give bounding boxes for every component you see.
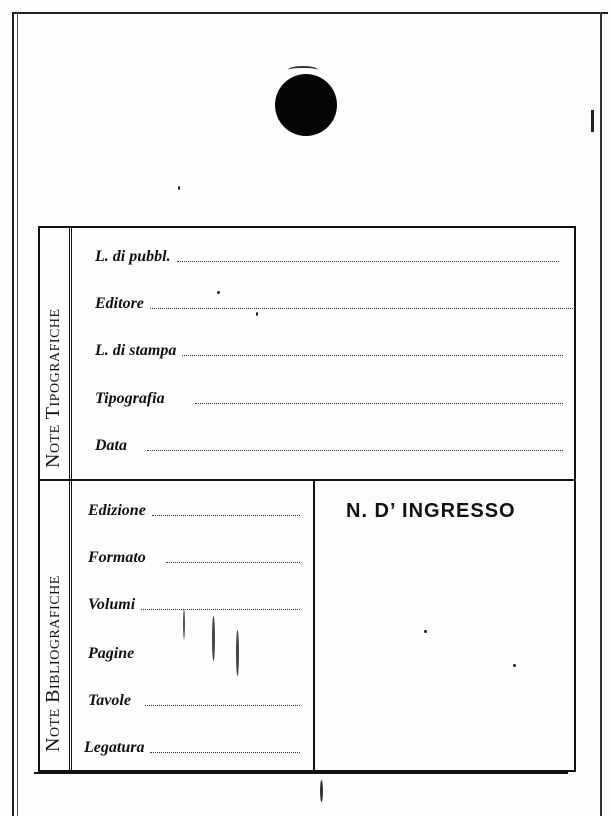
field-label: Tavole bbox=[88, 692, 131, 709]
field-label: Formato bbox=[88, 549, 146, 566]
field-pagine[interactable] bbox=[88, 645, 300, 663]
field-label: Edizione bbox=[88, 502, 146, 519]
field-volumi[interactable] bbox=[88, 596, 300, 614]
field-line bbox=[166, 561, 300, 563]
punch-hole bbox=[275, 74, 337, 136]
field-line bbox=[147, 449, 563, 451]
field-line bbox=[150, 307, 575, 309]
field-label: L. di stampa bbox=[95, 342, 177, 359]
numero-ingresso-label: N. D’ INGRESSO bbox=[346, 500, 516, 522]
ingresso-divider bbox=[313, 481, 315, 772]
field-tavole[interactable] bbox=[88, 692, 300, 710]
section-divider bbox=[38, 479, 576, 481]
field-label: Volumi bbox=[88, 596, 136, 613]
field-label: Editore bbox=[95, 295, 144, 312]
form-bottom-line bbox=[34, 772, 568, 774]
field-data[interactable] bbox=[95, 437, 563, 455]
scan-speck bbox=[513, 664, 516, 667]
section-title-tipografiche: Note Tipografiche bbox=[42, 308, 64, 468]
field-label: Legatura bbox=[84, 739, 145, 756]
field-line bbox=[182, 354, 563, 356]
scan-speck bbox=[256, 312, 258, 316]
pencil-mark bbox=[183, 609, 185, 639]
hole-mark bbox=[288, 66, 318, 74]
field-legatura[interactable] bbox=[84, 739, 300, 757]
field-line bbox=[141, 608, 300, 610]
scan-speck bbox=[178, 186, 180, 190]
field-line bbox=[195, 402, 563, 404]
field-luogo-stampa[interactable] bbox=[95, 342, 563, 360]
field-label: L. di pubbl. bbox=[95, 248, 171, 265]
right-edge-mark bbox=[591, 110, 594, 132]
field-formato[interactable] bbox=[88, 549, 300, 567]
field-line bbox=[177, 260, 559, 262]
card-right-edge bbox=[600, 12, 602, 816]
pencil-mark bbox=[236, 630, 239, 676]
pencil-mark bbox=[212, 616, 215, 661]
section-title-bibliografiche: Note Bibliografiche bbox=[42, 575, 64, 752]
card-top-edge bbox=[12, 12, 608, 14]
field-label: Data bbox=[95, 437, 127, 454]
scan-speck bbox=[217, 291, 220, 294]
field-line bbox=[150, 751, 300, 753]
field-line bbox=[145, 704, 300, 706]
field-edizione[interactable] bbox=[88, 502, 300, 520]
scan-speck bbox=[320, 780, 323, 802]
label-column-divider bbox=[69, 226, 72, 772]
field-tipografia[interactable] bbox=[95, 390, 563, 408]
field-label: Tipografia bbox=[95, 390, 165, 407]
field-luogo-pubblicazione[interactable] bbox=[95, 248, 559, 266]
field-line bbox=[140, 657, 300, 659]
field-line bbox=[152, 514, 300, 516]
scan-speck bbox=[424, 630, 427, 633]
field-label: Pagine bbox=[88, 645, 135, 662]
field-editore[interactable] bbox=[95, 295, 575, 313]
card-left-edge bbox=[12, 12, 18, 816]
